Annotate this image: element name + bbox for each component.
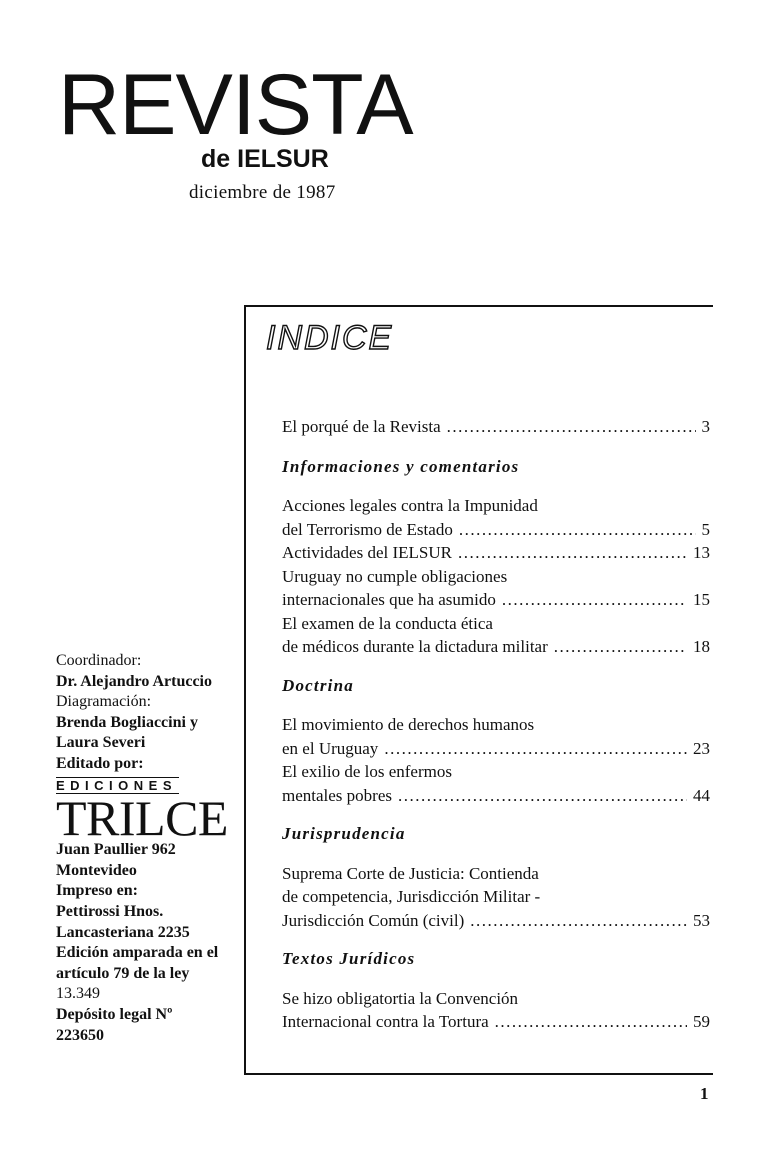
toc-entry-text: Jurisdicción Común (civil) <box>282 910 465 930</box>
toc-page-number: 18 <box>693 637 710 656</box>
address-line: Juan Paullier 962 <box>56 841 176 859</box>
credit-line: Diagramación: <box>56 693 152 711</box>
toc-entry <box>282 862 710 933</box>
index-entries <box>282 415 710 1034</box>
toc-entry <box>282 760 710 807</box>
toc-entry-text: El porqué de la Revista <box>282 417 441 436</box>
toc-entry-text: El examen de la conducta ética <box>282 613 493 633</box>
toc-entry-text: Acciones legales contra la Impunidad <box>282 496 538 515</box>
toc-entry-intro <box>282 415 710 439</box>
dot-leader <box>554 635 687 659</box>
section-heading: Textos Jurídicos <box>282 949 416 968</box>
dot-leader <box>470 909 687 933</box>
toc-entry-text: Suprema Corte de Justicia: Contienda <box>282 863 539 883</box>
credits-column <box>56 651 246 1046</box>
toc-page-number: 3 <box>701 417 710 436</box>
credit-line: Editado por: <box>56 754 144 772</box>
index-heading: INDICE <box>266 319 394 357</box>
credit-line: Laura Severi <box>56 734 146 752</box>
dot-leader <box>458 541 687 565</box>
dot-leader <box>447 415 696 439</box>
address-line: Pettirossi Hnos. <box>56 902 164 920</box>
toc-entry <box>282 494 710 541</box>
magazine-subtitle: de IELSUR <box>201 145 329 173</box>
address-line: Impreso en: <box>56 882 138 900</box>
issue-date: diciembre de 1987 <box>189 182 336 203</box>
address-line: Depósito legal Nº <box>56 1005 173 1023</box>
toc-entry-text: Actividades del IELSUR <box>282 543 452 562</box>
toc-entry-text: de competencia, Jurisdicción Militar - <box>282 887 541 906</box>
dot-leader <box>495 1010 687 1034</box>
dot-leader <box>398 784 687 808</box>
toc-entry-text: en el Uruguay <box>282 738 379 758</box>
toc-page-number: 5 <box>701 519 710 539</box>
section-heading: Doctrina <box>282 675 354 695</box>
address-line: artículo 79 de la ley <box>56 964 190 982</box>
toc-entry-text: El exilio de los enfermos <box>282 762 452 781</box>
address-line: Edición amparada en el <box>56 944 219 962</box>
toc-entry-text: internacionales que ha asumido <box>282 590 496 609</box>
toc-page-number: 13 <box>693 543 710 562</box>
toc-page-number: 44 <box>693 785 710 805</box>
toc-entry <box>282 713 710 760</box>
dot-leader <box>459 518 696 542</box>
page-number: 1 <box>700 1084 709 1103</box>
toc-entry-text: de médicos durante la dictadura militar <box>282 637 548 656</box>
credit-line: Brenda Bogliaccini y <box>56 713 198 731</box>
toc-entry <box>282 612 710 659</box>
toc-page-number: 53 <box>693 910 710 930</box>
address-line: Montevideo <box>56 861 137 879</box>
section-heading: Informaciones y comentarios <box>282 456 520 476</box>
credit-line: Coordinador: <box>56 652 142 669</box>
publisher-label: EDICIONES <box>56 777 178 793</box>
publisher-logo: TRILCE <box>56 790 228 847</box>
toc-page-number: 15 <box>693 590 710 609</box>
address-line: 223650 <box>56 1026 104 1044</box>
dot-leader <box>384 737 687 761</box>
section-heading: Jurisprudencia <box>282 824 406 843</box>
toc-entry-text: Uruguay no cumple obligaciones <box>282 566 508 586</box>
toc-entry-text: del Terrorismo de Estado <box>282 519 453 539</box>
address-line: Lancasteriana 2235 <box>56 923 190 941</box>
toc-entry <box>282 987 710 1034</box>
toc-page-number: 23 <box>693 738 710 758</box>
dot-leader <box>502 588 687 612</box>
magazine-title: REVISTA <box>58 57 413 153</box>
address-line: 13.349 <box>56 985 100 1003</box>
toc-page-number: 59 <box>693 1012 710 1031</box>
toc-entry-text: El movimiento de derechos humanos <box>282 715 535 734</box>
toc-entry <box>282 541 710 565</box>
toc-entry-text: Internacional contra la Tortura <box>282 1012 489 1031</box>
credit-line: Dr. Alejandro Artuccio <box>56 672 212 690</box>
index-box <box>244 305 713 1075</box>
toc-entry <box>282 565 710 612</box>
toc-entry-text: Se hizo obligatortia la Convención <box>282 988 519 1008</box>
toc-entry-text: mentales pobres <box>282 785 392 805</box>
